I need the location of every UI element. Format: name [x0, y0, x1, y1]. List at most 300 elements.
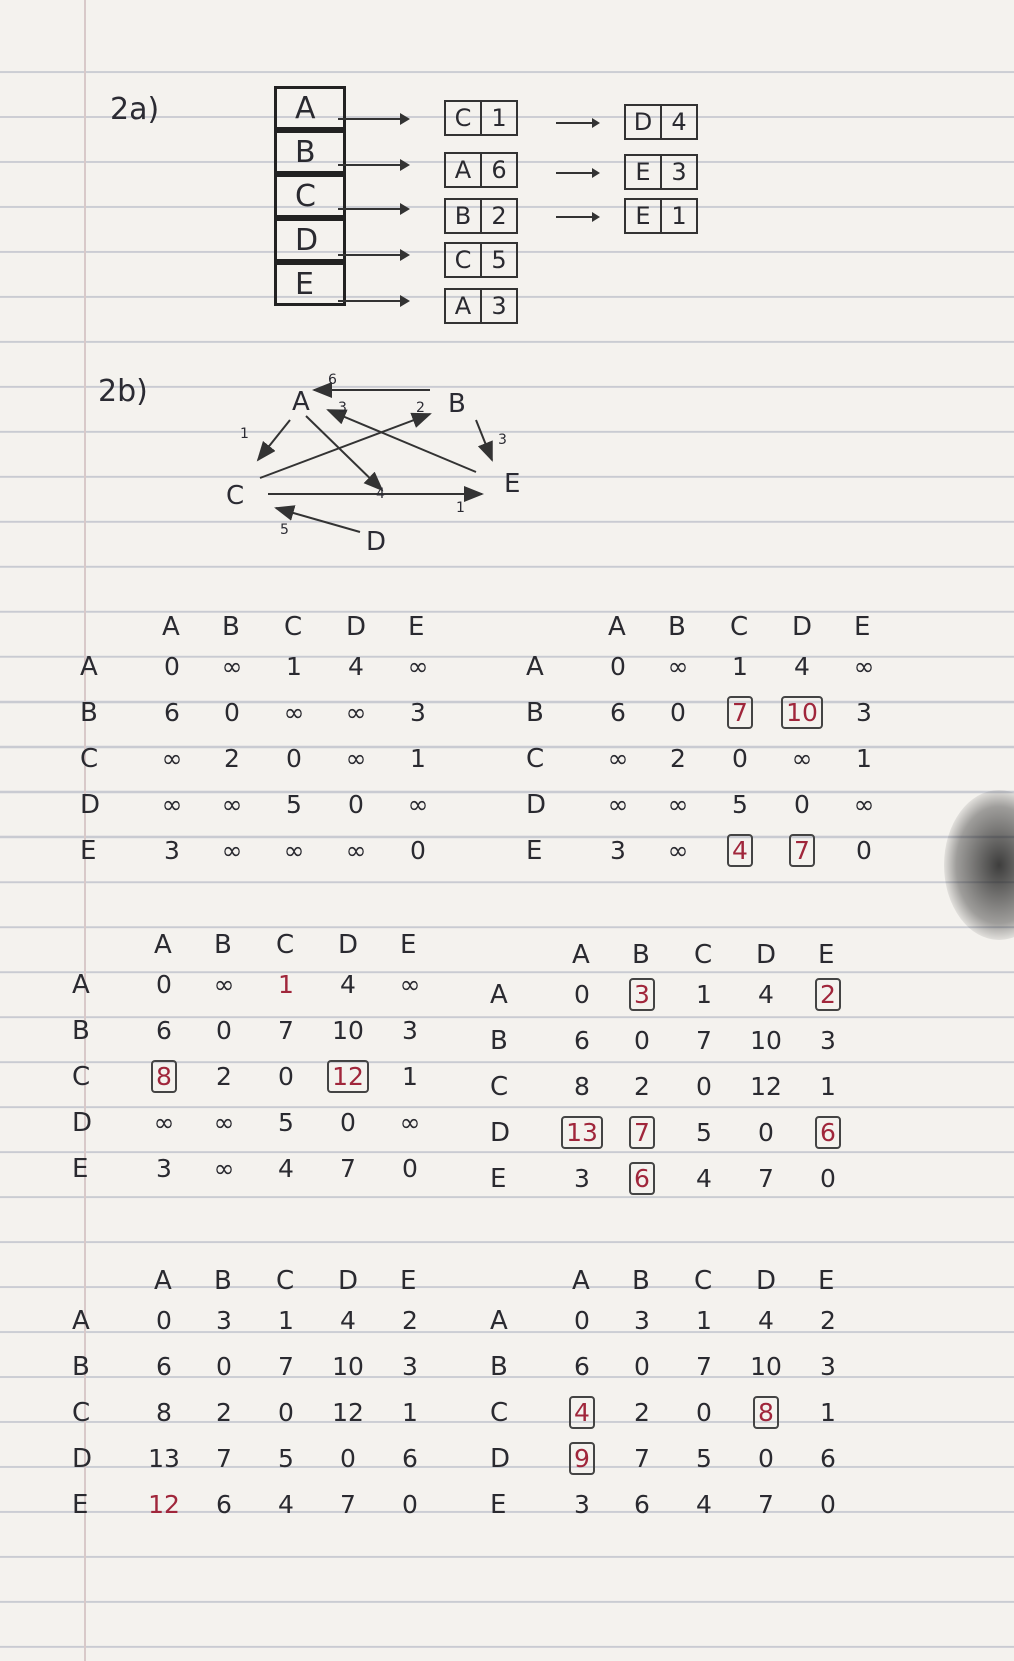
cell-value: 10	[332, 1016, 364, 1045]
list-cell: E 1	[624, 198, 698, 234]
cell-value: 0	[348, 790, 364, 819]
matrix-cell	[620, 1398, 664, 1427]
cell-value: 7	[278, 1352, 294, 1381]
list-cell: A 6	[444, 152, 518, 188]
vertex-a: A	[292, 387, 310, 417]
cell-value: 0	[216, 1016, 232, 1045]
cell-value: 6	[156, 1352, 172, 1381]
matrix-cell	[326, 1444, 370, 1473]
cell-value: 3	[634, 1306, 650, 1335]
cell-value: ∞	[283, 836, 305, 865]
matrix-cell	[142, 1016, 186, 1045]
cell-value: 10	[332, 1352, 364, 1381]
matrix-cell	[596, 790, 640, 819]
matrix-cell	[272, 698, 316, 727]
matrix-cell	[744, 980, 788, 1009]
matrix-cell	[744, 1352, 788, 1381]
cell-value: 1	[696, 980, 712, 1009]
arrow-d	[338, 254, 408, 256]
matrix-cell	[806, 1352, 850, 1381]
matrix-cell	[202, 1154, 246, 1183]
cell-value: 3	[402, 1352, 418, 1381]
cell-value: ∞	[667, 652, 689, 681]
row-header: B	[490, 1026, 508, 1056]
cell-value: 10	[781, 696, 823, 729]
next-arrow	[556, 172, 598, 174]
next-arrow	[556, 216, 598, 218]
matrix-cell	[718, 652, 762, 681]
cell-value: 2	[820, 1306, 836, 1335]
matrix-cell	[620, 1444, 664, 1473]
cell-value: ∞	[407, 652, 429, 681]
matrix-cell	[396, 652, 440, 681]
matrix-cell	[842, 790, 886, 819]
cell-value: 0	[402, 1154, 418, 1183]
cell-value: 0	[156, 1306, 172, 1335]
matrix-cell	[682, 1026, 726, 1055]
cell-value: 6	[629, 1162, 655, 1195]
matrix-cell	[142, 1398, 186, 1427]
cell-value: 2	[815, 978, 841, 1011]
matrix-cell	[682, 1398, 726, 1427]
cell-value: 4	[340, 1306, 356, 1335]
row-header: E	[526, 836, 543, 866]
matrix-cell	[142, 1108, 186, 1137]
cell-value: 0	[286, 744, 302, 773]
cell-value: ∞	[853, 790, 875, 819]
column-header: C	[694, 940, 713, 970]
row-header: E	[490, 1490, 507, 1520]
cell-value: 0	[278, 1062, 294, 1091]
cell-value: 2	[224, 744, 240, 773]
column-header: D	[756, 940, 777, 970]
cell-value: 5	[278, 1444, 294, 1473]
column-header: C	[276, 930, 295, 960]
matrix-cell	[744, 1026, 788, 1055]
matrix-cell	[210, 744, 254, 773]
node-box-c: C	[274, 174, 346, 218]
row-header: C	[490, 1072, 509, 1102]
list-cell: B 2	[444, 198, 518, 234]
cell-value: 9	[569, 1442, 595, 1475]
cell-value: 0	[758, 1444, 774, 1473]
matrix-cell	[682, 980, 726, 1009]
column-header: D	[338, 930, 359, 960]
matrix-cell	[620, 980, 664, 1009]
matrix-cell	[656, 652, 700, 681]
cell-value: 3	[629, 978, 655, 1011]
cell-value: 0	[634, 1026, 650, 1055]
cell-value: 1	[820, 1072, 836, 1101]
matrix-cell	[718, 744, 762, 773]
cell-value: 0	[856, 836, 872, 865]
cell-value: 3	[216, 1306, 232, 1335]
row-header: B	[490, 1352, 508, 1382]
matrix-cell	[842, 698, 886, 727]
cell-value: 4	[794, 652, 810, 681]
vertex-d: D	[366, 527, 387, 557]
matrix-cell	[560, 1072, 604, 1101]
cell-value: 2	[670, 744, 686, 773]
matrix-cell	[682, 1118, 726, 1147]
column-header: E	[408, 612, 425, 642]
matrix-cell	[744, 1444, 788, 1473]
cell-value: 2	[216, 1398, 232, 1427]
cell-value: 0	[610, 652, 626, 681]
cell-value: 3	[820, 1026, 836, 1055]
cell-value: 1	[732, 652, 748, 681]
cell-value: 1	[820, 1398, 836, 1427]
matrix-cell	[806, 980, 850, 1009]
matrix-cell	[560, 1026, 604, 1055]
cell-value: ∞	[153, 1108, 175, 1137]
column-header: D	[792, 612, 813, 642]
cell-value: 6	[634, 1490, 650, 1519]
column-header: D	[346, 612, 367, 642]
part-a-label: 2a)	[110, 92, 160, 127]
cell-value: 0	[634, 1352, 650, 1381]
cell-value: 1	[856, 744, 872, 773]
cell-value: ∞	[345, 698, 367, 727]
weight-label: 3	[498, 432, 507, 448]
weight-label: 1	[456, 500, 465, 516]
row-header: D	[72, 1108, 93, 1138]
matrix-cell	[150, 790, 194, 819]
cell-value: ∞	[161, 790, 183, 819]
cell-value: 0	[574, 1306, 590, 1335]
matrix-cell	[560, 1352, 604, 1381]
matrix-cell	[842, 652, 886, 681]
cell-value: 13	[148, 1444, 180, 1473]
matrix-cell	[210, 698, 254, 727]
cell-value: 1	[410, 744, 426, 773]
matrix-cell	[142, 1490, 186, 1519]
list-cell: C 5	[444, 242, 518, 278]
matrix-cell	[264, 970, 308, 999]
cell-value: ∞	[667, 790, 689, 819]
cell-value: 7	[340, 1490, 356, 1519]
matrix-cell	[326, 1062, 370, 1091]
cell-value: 3	[164, 836, 180, 865]
matrix-cell	[202, 970, 246, 999]
column-header: B	[668, 612, 686, 642]
vertex-b: B	[448, 389, 466, 419]
matrix-cell	[326, 1016, 370, 1045]
cell-value: 4	[696, 1490, 712, 1519]
matrix-cell	[388, 1016, 432, 1045]
matrix-cell	[806, 1398, 850, 1427]
matrix-cell	[326, 1398, 370, 1427]
matrix-cell	[806, 1026, 850, 1055]
cell-value: ∞	[213, 1108, 235, 1137]
matrix-cell	[656, 790, 700, 819]
cell-value: ∞	[213, 1154, 235, 1183]
matrix-cell	[806, 1306, 850, 1335]
matrix-cell	[334, 836, 378, 865]
cell-value: 2	[634, 1398, 650, 1427]
matrix-cell	[656, 836, 700, 865]
cell-value: 2	[634, 1072, 650, 1101]
matrix-cell	[682, 1444, 726, 1473]
cell-value: 13	[561, 1116, 603, 1149]
column-header: C	[730, 612, 749, 642]
list-cell: E 3	[624, 154, 698, 190]
cell-value: 3	[574, 1164, 590, 1193]
matrix-cell	[596, 744, 640, 773]
row-header: C	[72, 1062, 91, 1092]
row-header: D	[80, 790, 101, 820]
weight-label: 5	[280, 522, 289, 538]
matrix-cell	[326, 1490, 370, 1519]
matrix-cell	[334, 744, 378, 773]
cell-value: ∞	[399, 970, 421, 999]
cell-value: 7	[216, 1444, 232, 1473]
cell-value: 12	[148, 1490, 180, 1519]
cell-value: 0	[820, 1164, 836, 1193]
matrix-4	[490, 940, 870, 1210]
matrix-cell	[396, 698, 440, 727]
row-header: C	[490, 1398, 509, 1428]
matrix-cell	[682, 1072, 726, 1101]
column-header: E	[818, 1266, 835, 1296]
cell-value: 0	[696, 1072, 712, 1101]
cell-value: 0	[340, 1444, 356, 1473]
cell-value: 1	[278, 1306, 294, 1335]
cell-value: 7	[696, 1352, 712, 1381]
cell-value: 0	[820, 1490, 836, 1519]
cell-value: 0	[402, 1490, 418, 1519]
weight-label: 6	[328, 372, 337, 388]
cell-value: 3	[610, 836, 626, 865]
weight-label: 3	[338, 400, 347, 416]
cell-value: 10	[750, 1026, 782, 1055]
cell-value: 4	[569, 1396, 595, 1429]
cell-value: 0	[670, 698, 686, 727]
matrix-cell	[264, 1490, 308, 1519]
cell-value: 5	[286, 790, 302, 819]
node-box-d: D	[274, 218, 346, 262]
matrix-cell	[264, 1016, 308, 1045]
matrix-cell	[326, 1108, 370, 1137]
matrix-cell	[780, 836, 824, 865]
row-header: C	[526, 744, 545, 774]
cell-value: 6	[164, 698, 180, 727]
matrix-cell	[388, 1306, 432, 1335]
matrix-cell	[388, 970, 432, 999]
cell-value: 6	[820, 1444, 836, 1473]
cell-value: 1	[402, 1062, 418, 1091]
matrix-cell	[142, 1352, 186, 1381]
cell-value: ∞	[407, 790, 429, 819]
cell-value: 10	[750, 1352, 782, 1381]
cell-value: 3	[402, 1016, 418, 1045]
matrix-cell	[560, 1398, 604, 1427]
matrix-cell	[210, 836, 254, 865]
matrix-cell	[388, 1154, 432, 1183]
cell-value: 6	[574, 1352, 590, 1381]
matrix-cell	[620, 1352, 664, 1381]
matrix-cell	[326, 1352, 370, 1381]
matrix-cell	[842, 836, 886, 865]
matrix-6	[490, 1266, 870, 1536]
matrix-cell	[656, 698, 700, 727]
matrix-cell	[334, 652, 378, 681]
column-header: E	[400, 1266, 417, 1296]
cell-value: 0	[340, 1108, 356, 1137]
next-arrow	[556, 122, 598, 124]
row-header: B	[72, 1352, 90, 1382]
matrix-cell	[620, 1164, 664, 1193]
row-header: D	[490, 1444, 511, 1474]
matrix-cell	[272, 790, 316, 819]
matrix-cell	[334, 790, 378, 819]
cell-value: 0	[696, 1398, 712, 1427]
matrix-cell	[388, 1352, 432, 1381]
matrix-cell	[620, 1072, 664, 1101]
cell-value: 4	[340, 970, 356, 999]
matrix-cell	[334, 698, 378, 727]
matrix-cell	[210, 652, 254, 681]
row-header: B	[80, 698, 98, 728]
cell-value: ∞	[667, 836, 689, 865]
cell-value: 3	[410, 698, 426, 727]
matrix-cell	[264, 1444, 308, 1473]
row-header: A	[490, 1306, 508, 1336]
cell-value: 1	[286, 652, 302, 681]
column-header: A	[154, 1266, 172, 1296]
cell-value: 5	[696, 1444, 712, 1473]
matrix-cell	[264, 1062, 308, 1091]
matrix-cell	[388, 1398, 432, 1427]
matrix-cell	[656, 744, 700, 773]
matrix-cell	[264, 1398, 308, 1427]
cell-value: 8	[753, 1396, 779, 1429]
row-header: B	[72, 1016, 90, 1046]
column-header: D	[338, 1266, 359, 1296]
cell-value: 4	[758, 980, 774, 1009]
directed-graph	[220, 360, 540, 560]
cell-value: 0	[794, 790, 810, 819]
cell-value: 6	[402, 1444, 418, 1473]
arrow-e	[338, 300, 408, 302]
cell-value: 6	[156, 1016, 172, 1045]
cell-value: ∞	[399, 1108, 421, 1137]
matrix-cell	[388, 1108, 432, 1137]
cell-value: ∞	[853, 652, 875, 681]
matrix-cell	[202, 1398, 246, 1427]
row-header: E	[72, 1154, 89, 1184]
matrix-cell	[264, 1154, 308, 1183]
matrix-cell	[682, 1164, 726, 1193]
cell-value: 0	[278, 1398, 294, 1427]
node-box-e: E	[274, 262, 346, 306]
cell-value: 3	[156, 1154, 172, 1183]
cell-value: ∞	[607, 744, 629, 773]
node-box-a: A	[274, 86, 346, 130]
cell-value: ∞	[221, 790, 243, 819]
row-header: D	[526, 790, 547, 820]
matrix-cell	[560, 1118, 604, 1147]
matrix-cell	[596, 652, 640, 681]
column-header: B	[222, 612, 240, 642]
matrix-cell	[396, 790, 440, 819]
cell-value: 7	[727, 696, 753, 729]
row-header: A	[490, 980, 508, 1010]
vertex-e: E	[504, 469, 521, 499]
column-header: A	[162, 612, 180, 642]
column-header: A	[154, 930, 172, 960]
weight-label: 1	[240, 426, 249, 442]
cell-value: 3	[820, 1352, 836, 1381]
matrix-2	[526, 612, 906, 882]
matrix-cell	[744, 1164, 788, 1193]
cell-value: 12	[327, 1060, 369, 1093]
cell-value: ∞	[161, 744, 183, 773]
column-header: C	[276, 1266, 295, 1296]
matrix-cell	[744, 1490, 788, 1519]
matrix-cell	[780, 744, 824, 773]
edge-a-c	[258, 420, 290, 460]
cell-value: 4	[348, 652, 364, 681]
cell-value: ∞	[221, 836, 243, 865]
matrix-cell	[620, 1118, 664, 1147]
column-header: B	[632, 940, 650, 970]
matrix-cell	[272, 836, 316, 865]
matrix-cell	[388, 1444, 432, 1473]
matrix-cell	[150, 698, 194, 727]
matrix-cell	[560, 1444, 604, 1473]
matrix-cell	[744, 1398, 788, 1427]
column-header: D	[756, 1266, 777, 1296]
matrix-cell	[718, 836, 762, 865]
matrix-cell	[210, 790, 254, 819]
cell-value: 7	[696, 1026, 712, 1055]
row-header: D	[72, 1444, 93, 1474]
matrix-cell	[620, 1490, 664, 1519]
matrix-cell	[806, 1490, 850, 1519]
cell-value: 7	[789, 834, 815, 867]
row-header: D	[490, 1118, 511, 1148]
cell-value: 1	[278, 970, 294, 999]
matrix-cell	[718, 698, 762, 727]
matrix-cell	[560, 1164, 604, 1193]
row-header: C	[72, 1398, 91, 1428]
weight-label: 4	[376, 486, 385, 502]
cell-value: ∞	[213, 970, 235, 999]
column-header: E	[854, 612, 871, 642]
matrix-cell	[142, 970, 186, 999]
cell-value: 0	[156, 970, 172, 999]
matrix-cell	[264, 1352, 308, 1381]
edge-e-a	[328, 410, 476, 472]
list-cell: C 1	[444, 100, 518, 136]
matrix-cell	[326, 970, 370, 999]
edge-b-e	[476, 420, 492, 460]
cell-value: 8	[156, 1398, 172, 1427]
matrix-cell	[718, 790, 762, 819]
cell-value: 2	[216, 1062, 232, 1091]
node-box-b: B	[274, 130, 346, 174]
column-header: A	[608, 612, 626, 642]
cell-value: ∞	[607, 790, 629, 819]
matrix-cell	[150, 652, 194, 681]
matrix-cell	[142, 1306, 186, 1335]
cell-value: 8	[151, 1060, 177, 1093]
list-cell: A 3	[444, 288, 518, 324]
matrix-cell	[806, 1164, 850, 1193]
matrix-cell	[560, 1490, 604, 1519]
matrix-cell	[142, 1062, 186, 1091]
